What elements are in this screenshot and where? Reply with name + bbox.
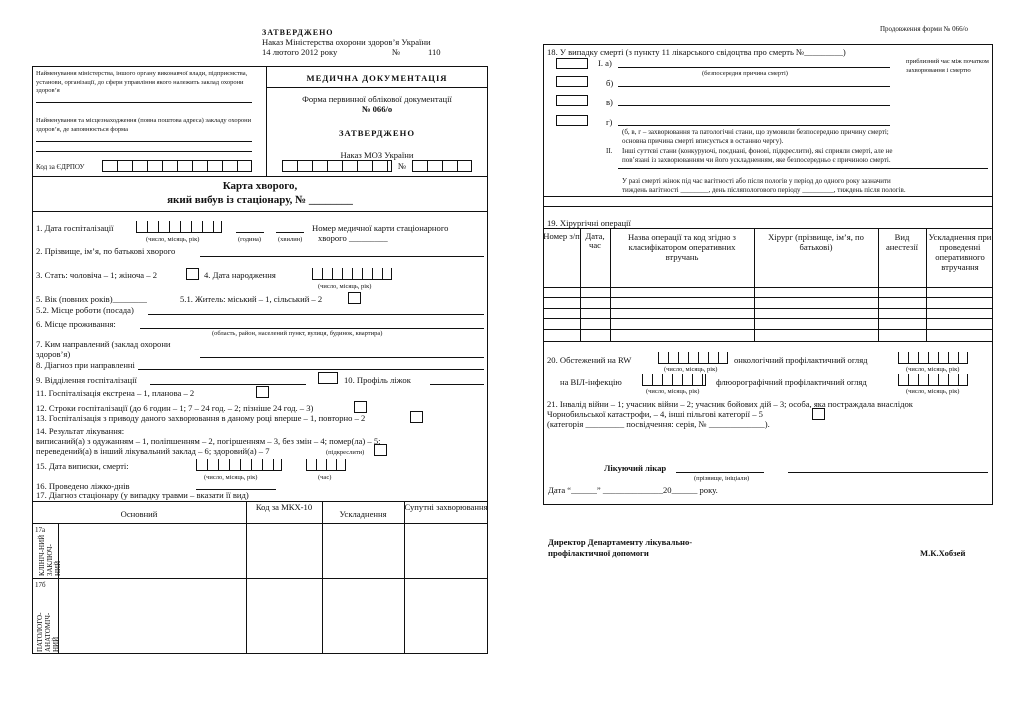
f14-box[interactable] <box>374 444 387 456</box>
f18-ii: II. <box>606 147 613 155</box>
f20-onco-cells[interactable] <box>898 352 968 364</box>
f4-sub: (число, місяць, рік) <box>318 283 372 290</box>
f13-box[interactable] <box>410 411 423 423</box>
f18-a-sub: (безпосередня причина смерті) <box>702 70 788 77</box>
ministry-line[interactable] <box>36 102 252 103</box>
ops-row-4[interactable] <box>543 329 993 330</box>
location-line-2[interactable] <box>36 151 252 152</box>
f8-label: 8. Діагноз при направленні <box>36 360 135 370</box>
f14-line-b: переведений(а) в інший лікувальний заклад – 6; здоровий(а) – 7 <box>36 446 270 456</box>
approved-no-value: 110 <box>428 47 441 57</box>
f18-ii-2: пов’язані із захворюванням чи його ускладненням, яке безпосередньо є причиною смерті. <box>622 156 891 164</box>
f1-card-2: хворого _________ <box>318 233 388 243</box>
card-title: Карта хворого, <box>222 180 298 192</box>
f21-line-2: Чорнобильської катастрофи, – 4, інші пільгові категорії – 5 <box>547 409 763 419</box>
f18-d-box[interactable] <box>556 115 588 126</box>
diag-row-a-side: КЛІНІЧ-НИЙ ЗАКЛЮЧ-НИЙ <box>38 534 62 576</box>
f20-rw-label: 20. Обстежений на RW <box>547 355 632 365</box>
f18-a-line[interactable] <box>618 67 890 68</box>
f21-box[interactable] <box>812 408 825 420</box>
f19-label: 19. Хірургічні операції <box>547 218 631 228</box>
edrpou-label: Код за ЄДРПОУ <box>36 163 85 171</box>
f7-label-2: здоров’я) <box>36 349 71 359</box>
f18-b-box[interactable] <box>556 76 588 87</box>
f14-sub: (підкреслити) <box>326 449 365 456</box>
form-line: Форма первинної облікової документації <box>302 94 452 104</box>
f20-hiv-label: на ВІЛ-інфекцію <box>560 377 622 387</box>
location-label: Найменування та місцезнаходження (повна поштова адреса) закладу охорони здоров’я, де заповнюється форма <box>36 117 252 133</box>
edrpou-cells[interactable] <box>102 160 252 172</box>
approved-date: 14 лютого 2012 року <box>262 47 338 57</box>
doctor-label: Лікуючий лікар <box>604 463 667 473</box>
ministry-label: Найменування міністерства, іншого органу виконавчої влади, підприємства, установи, організації, до сфери управління якого належить заклад охорони здоров’я <box>36 70 248 94</box>
ops-col-name: Назва операції та код згідно з класифікатором оперативних втручань <box>628 232 736 262</box>
f2-label: 2. Прізвище, ім’я, по батькові хворого <box>36 246 176 256</box>
f18-women-1: У разі смерті жінок під час вагітності або після пологів у період до одного року зазначити <box>622 177 891 185</box>
med-doc-title: МЕДИЧНА ДОКУМЕНТАЦІЯ <box>306 73 448 83</box>
f20-fluoro-sub: (число, місяць, рік) <box>906 388 960 395</box>
f18-note-1: (б, в, г – захворювання та патологічні стани, що зумовили безпосередню причину смерті; <box>622 128 889 136</box>
f1-card: Номер медичної карти стаціонарного <box>312 223 449 233</box>
f14-label: 14. Результат лікування: <box>36 426 125 436</box>
f14-line-a: виписаний(а) з одужанням – 1, поліпшенням – 2, погіршенням – 3, без змін – 4; помер(ла) – 5; <box>36 436 381 446</box>
form-no: № 066/о <box>361 104 393 114</box>
f15-date-cells[interactable] <box>196 459 282 471</box>
f15-label: 15. Дата виписки, смерті: <box>36 461 129 471</box>
approved-order: Наказ Міністерства охорони здоров’я України <box>262 37 431 47</box>
f6-sub: (область, район, населений пункт, вулиця, будинок, квартира) <box>212 330 383 337</box>
f20-hiv-cells[interactable] <box>642 374 706 386</box>
f52-line[interactable] <box>148 314 484 315</box>
diag-col-comorb: Супутні захворювання <box>404 502 488 512</box>
f9-line[interactable] <box>150 384 306 385</box>
f1-sub-date: (число, місяць, рік) <box>146 236 200 243</box>
f21-line-3: (категорія _________ посвідчення: серія, № _____________). <box>547 419 770 429</box>
f12-label: 12. Строки госпіталізації (до 6 годин – 1; 7 – 24 год. – 2; пізніше 24 год. – 3) <box>36 403 314 413</box>
order-no-label: № <box>398 161 407 171</box>
f18-d-line[interactable] <box>618 125 890 126</box>
f2-line[interactable] <box>200 256 484 257</box>
f15-sub-time: (час) <box>318 474 332 481</box>
continuation-label: Продовження форми № 066/о <box>880 25 969 33</box>
director-line-1: Директор Департаменту лікувально- <box>548 537 693 547</box>
order-date-cells[interactable] <box>282 160 392 172</box>
f3-label: 3. Стать: чоловіча – 1; жіноча – 2 <box>36 270 158 280</box>
f18-d: г) <box>606 117 613 127</box>
f16-label: 16. Проведено ліжко-днів <box>36 481 130 491</box>
director-line-2: профілактичної допомоги <box>548 548 649 558</box>
diag-col-compl: Ускладнення <box>339 509 387 519</box>
f21-line-1: 21. Інвалід війни – 1; учасник війни – 2; учасник бойових дій – 3; особа, яка постраждала внаслідок <box>547 399 913 409</box>
f11-label: 11. Госпіталізація екстрена – 1, планова – 2 <box>36 388 195 398</box>
f1-sub-m: (хвилин) <box>278 236 303 243</box>
f20-fluoro-cells[interactable] <box>898 374 968 386</box>
diag-row-b-label: 17б <box>35 581 46 589</box>
doctor-line[interactable] <box>676 472 764 473</box>
f12-box[interactable] <box>354 401 367 413</box>
doctor-sub: (прізвище, ініціали) <box>694 475 750 482</box>
signer-name: М.К.Хобзей <box>920 548 966 558</box>
f3-box[interactable] <box>186 268 199 280</box>
f20-onco-label: онкологічний профілактичний огляд <box>734 355 868 365</box>
f51-box[interactable] <box>348 292 361 304</box>
f18-label: 18. У випадку смерті (з пункту 11 лікарського свідоцтва про смерть №_________) <box>547 47 846 57</box>
f1-date-cells[interactable] <box>136 221 222 233</box>
card-title-2: який вибув із стаціонару, № ________ <box>167 194 353 206</box>
f1-hour[interactable] <box>236 232 264 233</box>
f20-fluoro-label: флюорографічний профілактичний огляд <box>716 377 867 387</box>
f10-line[interactable] <box>430 384 484 385</box>
f1-label: 1. Дата госпіталізації <box>36 223 114 233</box>
ops-col-anest: Вид анестезії <box>885 232 919 252</box>
approved-right: ЗАТВЕРДЖЕНО <box>338 128 416 138</box>
ops-row-1[interactable] <box>543 297 993 298</box>
f18-note-2: основна причина смерті вписується в останню чергу). <box>622 137 784 145</box>
f18-women-2: тиждень вагітності ________, день післяпологового періоду _________, тиждень після пологів. <box>622 186 906 194</box>
approved-title: ЗАТВЕРДЖЕНО <box>262 28 334 37</box>
ops-col-surgeon: Хірург (прізвище, ім’я, по батькові) <box>768 232 864 252</box>
f10-label: 10. Профіль ліжок <box>344 375 411 385</box>
ops-col-compl: Ускладнення при проведенні оперативного втручання <box>928 232 992 272</box>
f7-label: 7. Ким направлений (заклад охорони <box>36 339 171 349</box>
f18-ii-line[interactable] <box>618 168 988 169</box>
f7-line[interactable] <box>200 357 484 358</box>
f18-i: I. а) <box>598 58 612 68</box>
f8-line[interactable] <box>138 369 484 370</box>
f5-label: 5. Вік (повних років)________ <box>36 294 147 304</box>
f1-sub-h: (година) <box>238 236 262 243</box>
f20-hiv-sub: (число, місяць, рік) <box>646 388 700 395</box>
diag-col-main: Основний <box>120 509 158 519</box>
location-line-1[interactable] <box>36 141 252 142</box>
f18-b-line[interactable] <box>618 86 890 87</box>
ops-col-date: Дата, час <box>585 231 605 250</box>
diag-col-code: Код за МКХ-10 <box>255 502 313 512</box>
ops-row-2[interactable] <box>543 308 993 309</box>
f15-time-cells[interactable] <box>306 459 346 471</box>
approved-no-label: № <box>392 47 401 57</box>
doctor-sign-line[interactable] <box>788 472 988 473</box>
f18-ii-1: Інші суттєві стани (конкуруючі, поєднані, фонові, підкреслити), які сприяли смерті, але не <box>622 147 893 155</box>
f18-b: б) <box>606 78 614 88</box>
f4-date-cells[interactable] <box>312 268 392 280</box>
f20-rw-sub: (число, місяць, рік) <box>664 366 718 373</box>
f18-a-box[interactable] <box>556 58 588 69</box>
f51-label: 5.1. Житель: міський – 1, сільський – 2 <box>180 294 323 304</box>
f9-box[interactable] <box>318 372 338 384</box>
order-no-cells[interactable] <box>412 160 472 172</box>
ops-row-3[interactable] <box>543 318 993 319</box>
f17-label: 17. Діагноз стаціонару (у випадку травми – вказати її вид) <box>36 490 249 500</box>
f18-c: в) <box>606 97 613 107</box>
f18-c-line[interactable] <box>618 105 890 106</box>
f1-min[interactable] <box>276 232 304 233</box>
f18-side-note: приблизний час між початком захворювання і смертю <box>906 58 989 74</box>
order-right: Наказ МОЗ України <box>340 150 414 160</box>
diag-row-a-label: 17а <box>35 526 46 534</box>
f52-label: 5.2. Місце роботи (посада) <box>36 305 134 315</box>
f13-label: 13. Госпіталізація з приводу даного захворювання в даному році вперше – 1, повторно – 2 <box>36 413 366 423</box>
ops-col-no: Номер з/п <box>543 231 580 241</box>
f11-box[interactable] <box>256 386 269 398</box>
diag-row-b-side: ПАТОЛОГО-АНАТОМІЧ-НИЙ <box>36 612 60 652</box>
date-line: Дата “______” ______________20______ року. <box>548 485 718 495</box>
f20-onco-sub: (число, місяць, рік) <box>906 366 960 373</box>
f9-label: 9. Відділення госпіталізації <box>36 375 137 385</box>
f15-sub-date: (число, місяць, рік) <box>204 474 258 481</box>
f18-c-box[interactable] <box>556 95 588 106</box>
f20-rw-cells[interactable] <box>658 352 728 364</box>
f6-label: 6. Місце проживання: <box>36 319 116 329</box>
f4-label: 4. Дата народження <box>204 270 276 280</box>
